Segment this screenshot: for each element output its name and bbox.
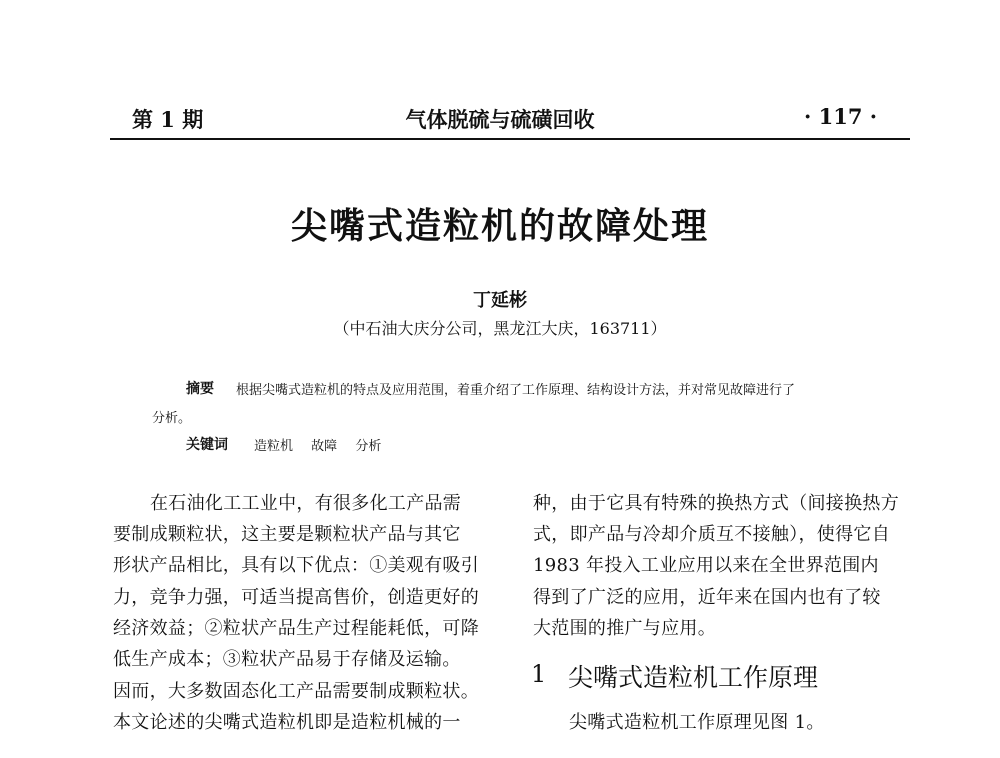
body-left-line: 低生产成本；③粒状产品易于存储及运输。 bbox=[113, 649, 461, 670]
section-title: 尖嘴式造粒机工作原理 bbox=[568, 663, 819, 692]
body-left-line: 要制成颗粒状，这主要是颗粒状产品与其它 bbox=[113, 524, 461, 545]
issue-number: 第 1 期 bbox=[132, 107, 204, 132]
keywords-list bbox=[254, 435, 395, 454]
body-right-line: 1983 年投入工业应用以来在全世界范围内 bbox=[533, 555, 879, 576]
body-left-line: 在石油化工工业中，有很多化工产品需 bbox=[150, 493, 462, 514]
body-left-line: 本文论述的尖嘴式造粒机即是造粒机械的一 bbox=[113, 712, 461, 733]
body-left-line: 形状产品相比，具有以下优点：①美观有吸引 bbox=[113, 555, 479, 576]
abstract-text-line-1: 根据尖嘴式造粒机的特点及应用范围，着重介绍了工作原理、结构设计方法，并对常见故障进行了 bbox=[236, 383, 796, 398]
author-affiliation: （中石油大庆分公司，黑龙江大庆，163711） bbox=[333, 319, 667, 338]
section-number: 1 bbox=[531, 660, 547, 688]
article-title: 尖嘴式造粒机的故障处理 bbox=[290, 206, 709, 247]
keywords-label: 关键词 bbox=[186, 437, 228, 453]
body-right-line: 种，由于它具有特殊的换热方式（间接换热方 bbox=[533, 493, 899, 514]
body-right-line: 式，即产品与冷却介质互不接触），使得它自 bbox=[533, 524, 890, 545]
keyword-item: 故障 bbox=[311, 439, 338, 454]
author-name: 丁延彬 bbox=[473, 290, 527, 311]
body-left-line: 因而，大多数固态化工产品需要制成颗粒状。 bbox=[113, 681, 479, 702]
keyword-item: 分析 bbox=[355, 439, 382, 454]
page-number: · 117 · bbox=[804, 104, 878, 129]
section-text: 尖嘴式造粒机工作原理见图 1。 bbox=[569, 712, 825, 733]
body-left-line: 力，竞争力强，可适当提高售价，创造更好的 bbox=[113, 587, 479, 608]
body-left-line: 经济效益；②粒状产品生产过程能耗低，可降 bbox=[113, 618, 479, 639]
keyword-item: 造粒机 bbox=[254, 439, 294, 454]
header-rule bbox=[110, 138, 910, 140]
abstract-label: 摘要 bbox=[186, 381, 214, 397]
body-right-line: 得到了广泛的应用，近年来在国内也有了较 bbox=[533, 587, 881, 608]
journal-name: 气体脱硫与硫磺回收 bbox=[405, 107, 595, 132]
abstract-text-line-2: 分析。 bbox=[152, 411, 192, 426]
body-right-line: 大范围的推广与应用。 bbox=[533, 618, 716, 639]
